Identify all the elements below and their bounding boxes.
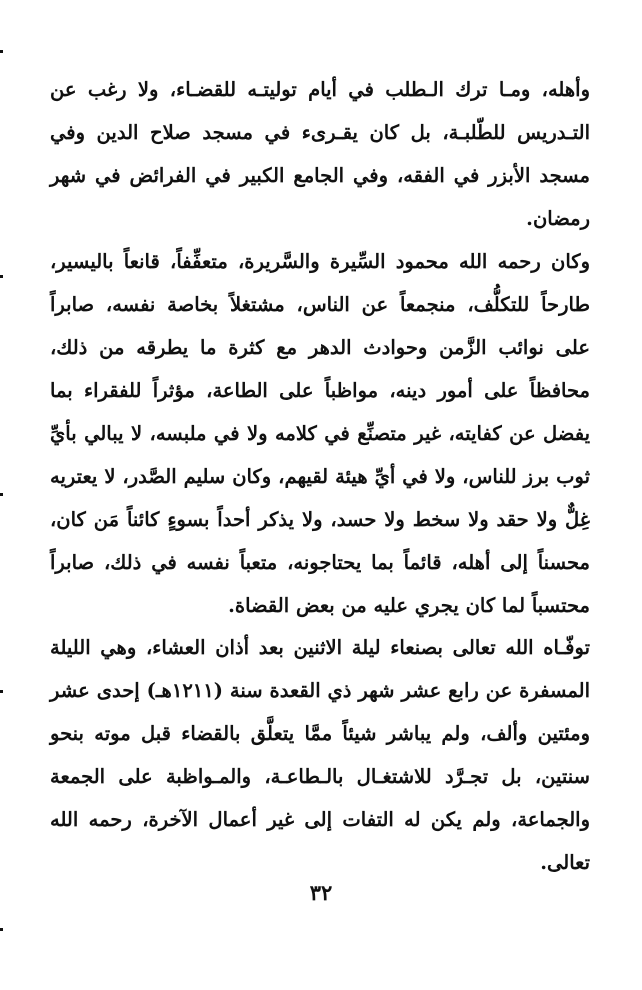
paragraph-death	[50, 626, 590, 884]
scan-edge-mark	[0, 928, 3, 931]
paragraph-text: توفّـاه الله تعالى بصنعاء ليلة الاثنين بعد أذان العشاء، وهي الليلة المسفرة عن رابع عشر شهر ذي القعدة سنة (١٢١١هـ) إحدى عشر ومئتين وألف، ولم يباشر شيئاً ممَّا يتعلَّق بالقضاء قبل موته بنحو سنتين، بل تجـرَّد للاشتغـال بالـطاعـة، والمـواظبة على الجمعة والجماعة، ولم يكن له التفات إلى غير أعمال الآخرة، رحمه الله تعالى.	[50, 636, 591, 874]
scan-edge-mark	[0, 493, 3, 496]
page-number: ٣٢	[309, 880, 333, 905]
scan-edge-mark	[0, 50, 3, 53]
paragraph-text: وأهله، ومـا ترك الـطلب في أيام توليتـه للقضـاء، ولا رغب عن التـدريس للطّلبـة، بل كان يقـرىء في مسجد صلاح الدين وفي مسجد الأبزر في الفقه، وفي الجامع الكبير في الفرائض في شهر رمضان.	[50, 78, 590, 230]
paragraph-tenure	[50, 68, 590, 240]
scan-edge-mark	[0, 690, 3, 693]
paragraph-character	[50, 240, 590, 627]
paragraph-text: وكان رحمه الله محمود السِّيرة والسَّريرة، متعفِّفاً، قانعاً باليسير، طارحاً للتكلُّف، منجمعاً عن الناس، مشتغلاً بخاصة نفسه، صابراً على نوائب الزَّمن وحوادث الدهر مع كثرة ما يطرقه من ذلك، محافظاً على أمور دينه، مواظباً على الطاعة، مؤثراً للفقراء بما يفضل عن كفايته، غير متصنِّع في كلامه ولا في ملبسه، لا يبالي بأيِّ ثوب برز للناس، ولا في أيِّ هيئة لقيهم، وكان سليم الصَّدر، لا يعتريه غِلٌّ ولا حقد ولا سخط ولا حسد، ولا يذكر أحداً بسوءٍ كائناً مَن كان، محسناً إلى أهله، قائماً بما يحتاجونه، متعباً نفسه في ذلك، صابراً محتسباً لما كان يجري عليه من بعض القضاة.	[50, 250, 590, 617]
scan-edge-mark	[0, 275, 3, 278]
